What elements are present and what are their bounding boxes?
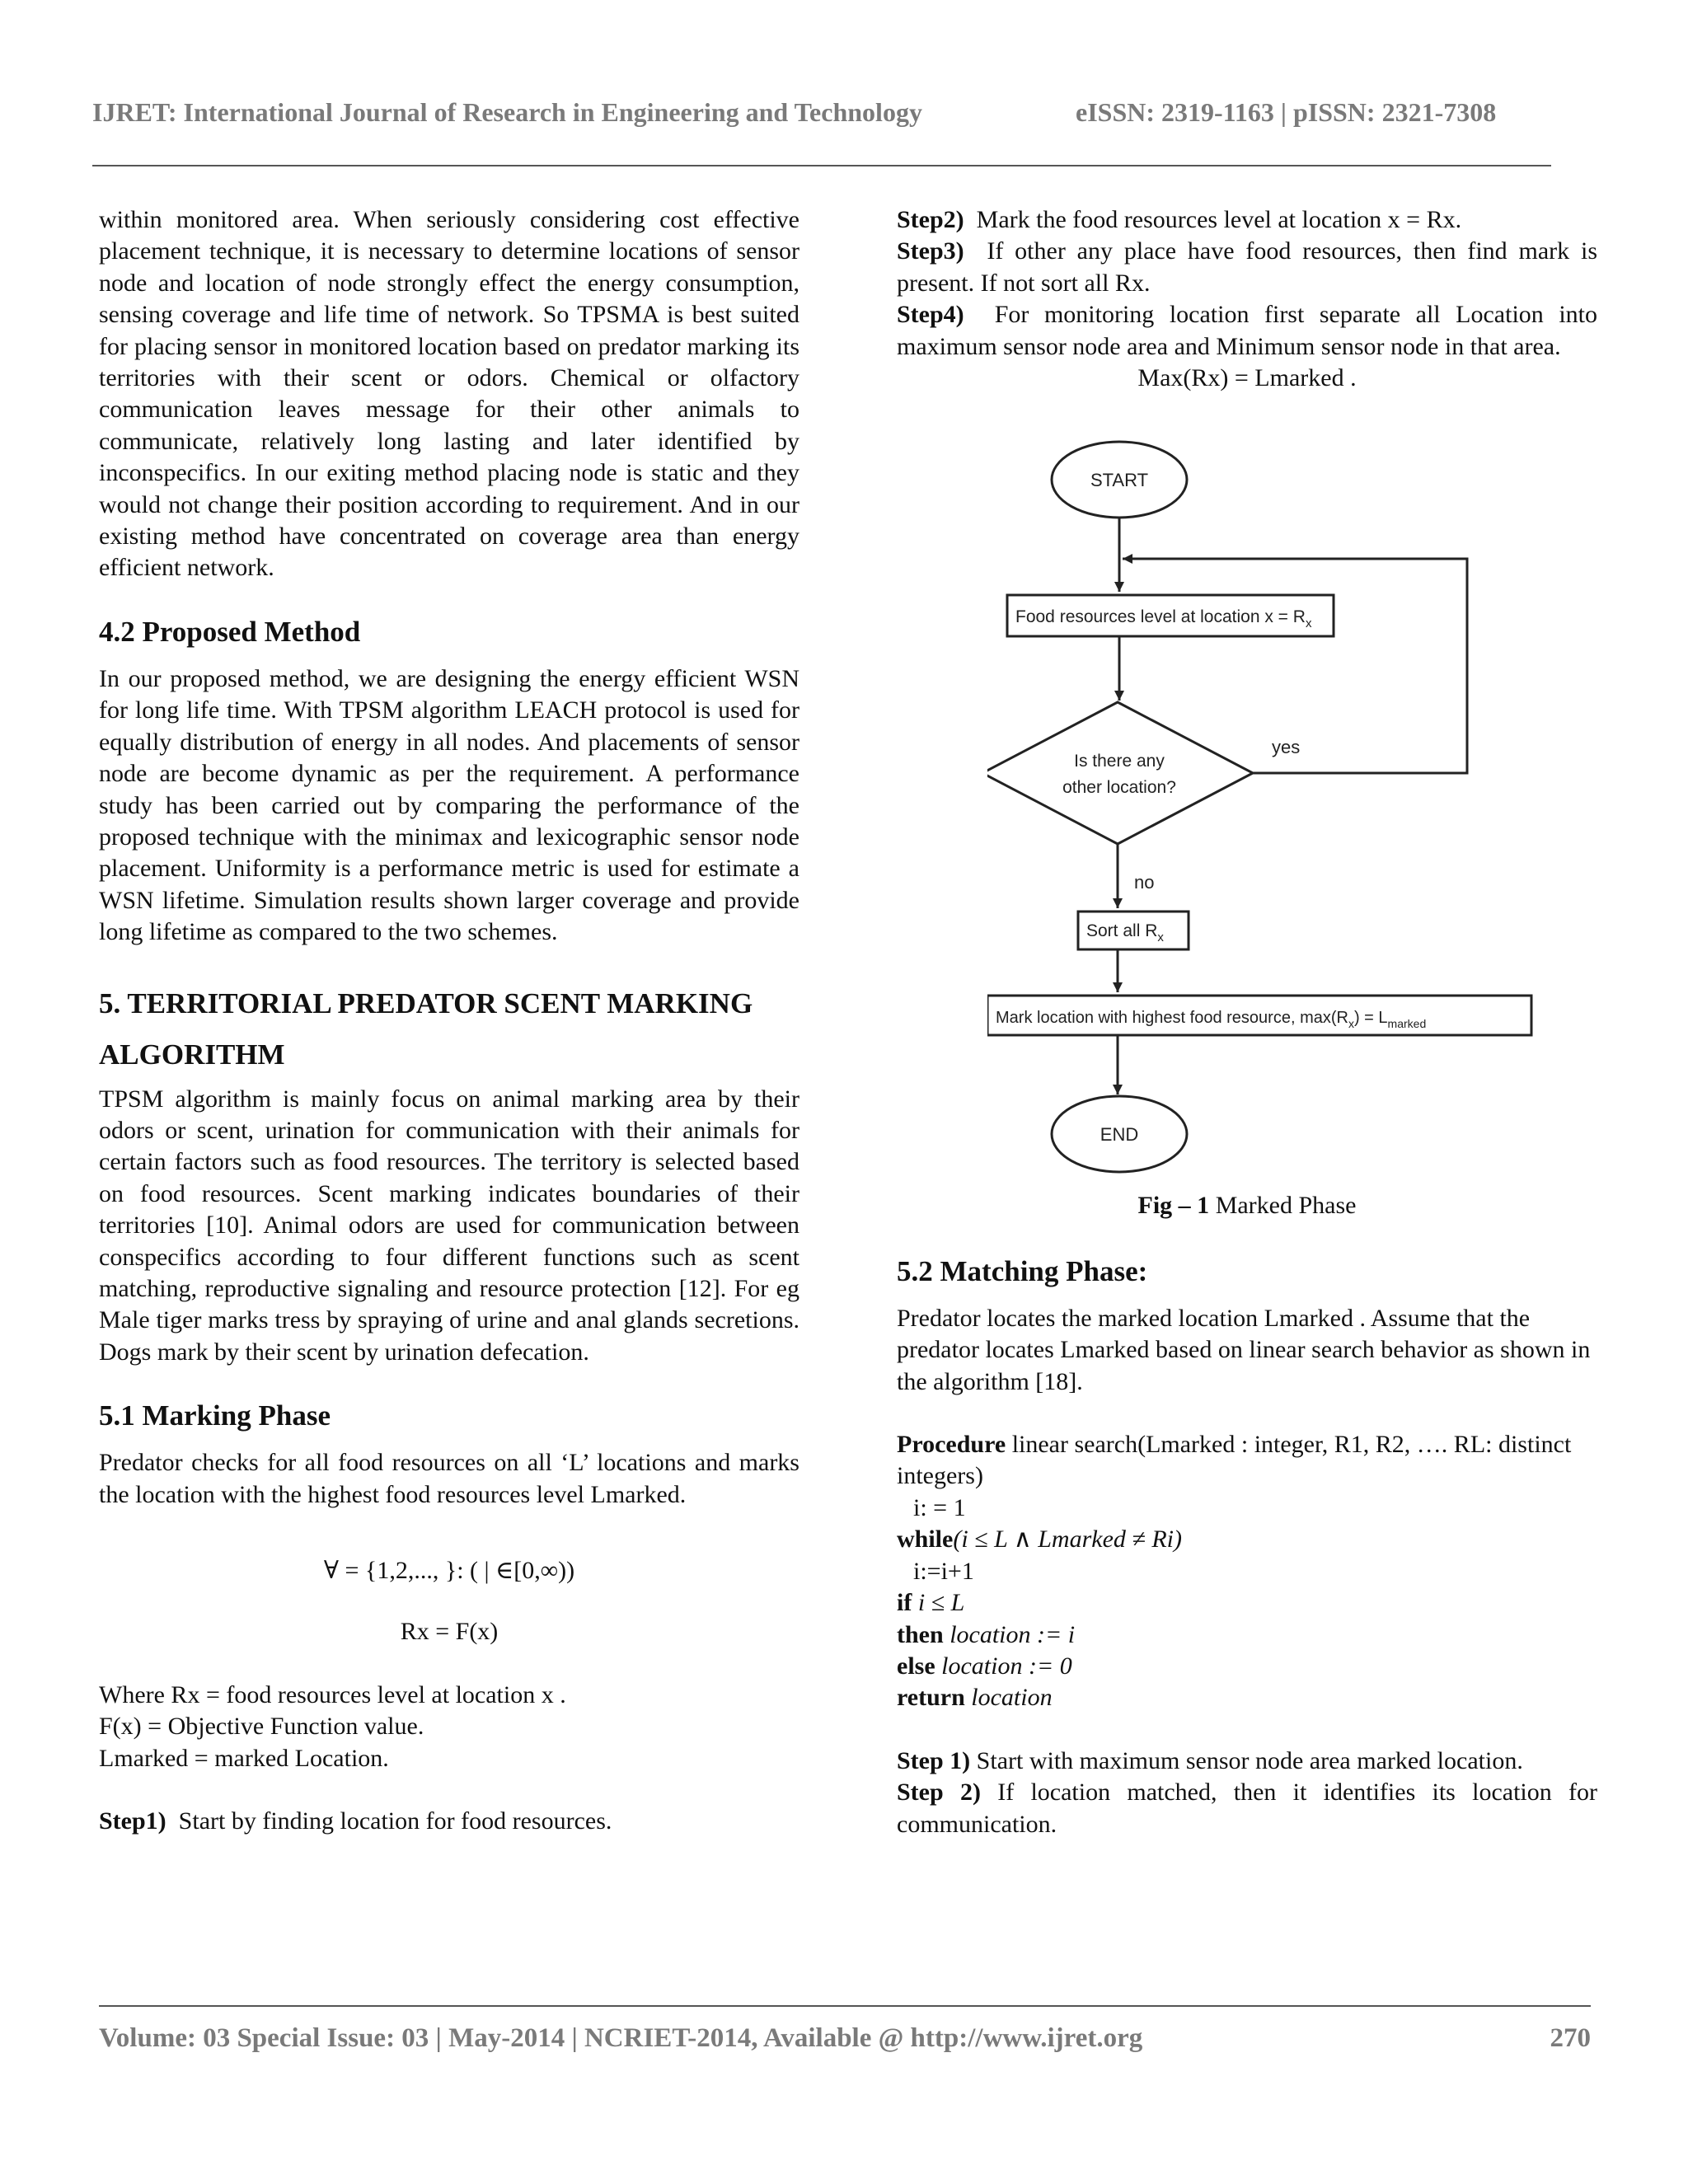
heading-tpsm-line2: ALGORITHM	[99, 1038, 285, 1071]
marking-paragraph: Predator checks for all food resources on all ‘L’ locations and marks the location with the highest food resources level Lmarked.	[99, 1449, 799, 1508]
footer-rule	[99, 2005, 1591, 2007]
heading-marking-phase: 5.1 Marking Phase	[99, 1399, 331, 1432]
algo-increment: i:=i+1	[913, 1557, 974, 1585]
step4	[897, 299, 1597, 363]
issn-info: eISSN: 2319-1163 | pISSN: 2321-7308	[1076, 97, 1497, 127]
header-rule	[92, 165, 1551, 166]
footer-volume: Volume: 03 Special Issue: 03 | May-2014 | NCRIET-2014, Available @ http://www.ijret.org	[99, 2023, 1143, 2053]
page-number: 270	[1550, 2023, 1591, 2053]
flow-decision-node	[987, 702, 1253, 844]
step2-label: Step2)	[897, 206, 964, 233]
flow-decision-label-1: Is there any	[1074, 752, 1165, 771]
step1-label: Step1)	[99, 1807, 166, 1835]
flow-box3-label: Mark location with highest food resource, $\max(R_x) = L_{marked}$	[996, 1009, 1427, 1031]
matching-step1-label: Step 1)	[897, 1746, 971, 1774]
step3	[897, 236, 1597, 299]
heading-matching-phase: 5.2 Matching Phase:	[897, 1254, 1148, 1287]
tpsm-paragraph: TPSM algorithm is mainly focus on animal marking area by their odors or scent, urination for communication with their animals for certain factors such as food resources. The territory is selected based on food resources. Scent marking indicates boundaries of their territories [10]. Animal odors are used for communication between conspecifics according to four different functions such as scent matching, reproductive signaling and resource protection [12]. For eg Male tiger marks tress by spraying of urine and anal glands secretions. Dogs mark by their scent by urination defecation.	[99, 1085, 799, 1366]
running-header	[92, 97, 1551, 128]
equation-1: ∀ = {1,2,..., }: ( | ∈[0,∞))	[323, 1557, 575, 1584]
running-footer	[99, 2023, 1591, 2054]
left-column	[99, 204, 799, 1837]
matching-step2-text: If location matched, then it identifies its location for communication.	[897, 1779, 1598, 1838]
step2-text: Mark the food resources level at location x = Rx.	[976, 206, 1462, 233]
figure-caption-text: Marked Phase	[1215, 1192, 1357, 1220]
step1-text: Start by finding location for food resources.	[178, 1807, 612, 1835]
flow-no-label: no	[1134, 872, 1155, 893]
max-equation: Max(Rx) = Lmarked .	[1137, 364, 1357, 392]
flow-yes-label: yes	[1272, 737, 1301, 758]
matching-step2	[897, 1777, 1597, 1840]
matching-step1-text: Start with maximum sensor node area marked location.	[976, 1746, 1523, 1774]
flow-decision-label-2: other location?	[1062, 778, 1176, 798]
heading-tpsm	[99, 978, 799, 1080]
algo-init: i: = 1	[913, 1493, 966, 1521]
flow-end-label: END	[1100, 1124, 1139, 1146]
right-column	[897, 204, 1597, 1840]
heading-tpsm-line1: 5. TERRITORIAL PREDATOR SCENT MARKING	[99, 987, 753, 1019]
algo-while: while(i ≤ L ∧ Lmarked ≠ Ri)	[897, 1526, 1183, 1554]
algo-else: else location := 0	[897, 1652, 1072, 1680]
intro-paragraph: within monitored area. When seriously considering cost effective placement technique, it is necessary to determine locations of sensor node and location of node strongly effect the energy consumption, sensing coverage and life time of network. So TPSMA is best suited for placing sensor in monitored location based on predator marking its territories with their scent or odors. Chemical or olfactory communication leaves message for their other animals to communicate, relatively long lasting and later identified by inconspecifics. In our exiting method placing node is static and they would not change their position according to requirement. And in our existing method have concentrated on coverage area than energy efficient network.	[99, 206, 799, 582]
where-line-2: F(x) = Objective Function value.	[99, 1713, 424, 1741]
flow-start-label: START	[1090, 470, 1149, 491]
heading-proposed-method: 4.2 Proposed Method	[99, 615, 361, 648]
equation-2: Rx = F(x)	[400, 1618, 499, 1646]
algo-if: if i ≤ L	[897, 1589, 965, 1617]
matching-paragraph: Predator locates the marked location Lmarked . Assume that the predator locates Lmarked based on linear search behavior as shown in the algorithm [18].	[897, 1304, 1591, 1395]
step4-text: For monitoring location first separate all Location into maximum sensor node area and Minimum sensor node in that area.	[897, 301, 1598, 360]
algo-return: return location	[897, 1684, 1053, 1712]
journal-name: IJRET: International Journal of Research in Engineering and Technology	[92, 97, 922, 127]
algo-then: then location := i	[897, 1620, 1076, 1648]
figure-label: Fig – 1	[1137, 1192, 1210, 1220]
step3-label: Step3)	[897, 237, 964, 265]
matching-step1	[897, 1746, 1597, 1777]
flow-box1-label: Food resources level at location $x = R_x$	[1015, 607, 1312, 631]
where-line-3: Lmarked = marked Location.	[99, 1744, 389, 1772]
linear-search-algorithm	[897, 1429, 1597, 1714]
step4-label: Step4)	[897, 301, 964, 329]
figure-caption	[897, 1190, 1597, 1221]
flowchart-marked-phase	[987, 437, 1548, 1187]
proposed-paragraph: In our proposed method, we are designing the energy efficient WSN for long life time. With TPSM algorithm LEACH protocol is used for equally distribution of energy in all nodes. And placements of sensor node are become dynamic as per the requirement. A performance study has been carried out by comparing the performance of the proposed technique with the minimax and lexicographic sensor node placement. Uniformity is a performance metric is used for estimate a WSN lifetime. Simulation results shown larger coverage and provide long lifetime as compared to the two schemes.	[99, 664, 799, 946]
matching-step2-label: Step 2)	[897, 1779, 981, 1807]
step2	[897, 204, 1597, 236]
step1	[99, 1806, 799, 1837]
flow-box2-label: Sort all $R_x$	[1086, 921, 1164, 945]
algo-procedure: Procedure linear search(Lmarked : integer, R1, R2, …. RL: distinct integers)	[897, 1431, 1572, 1490]
where-line-1: Where Rx = food resources level at location x .	[99, 1680, 566, 1708]
step3-text: If other any place have food resources, then find mark is present. If not sort all Rx.	[897, 237, 1597, 297]
